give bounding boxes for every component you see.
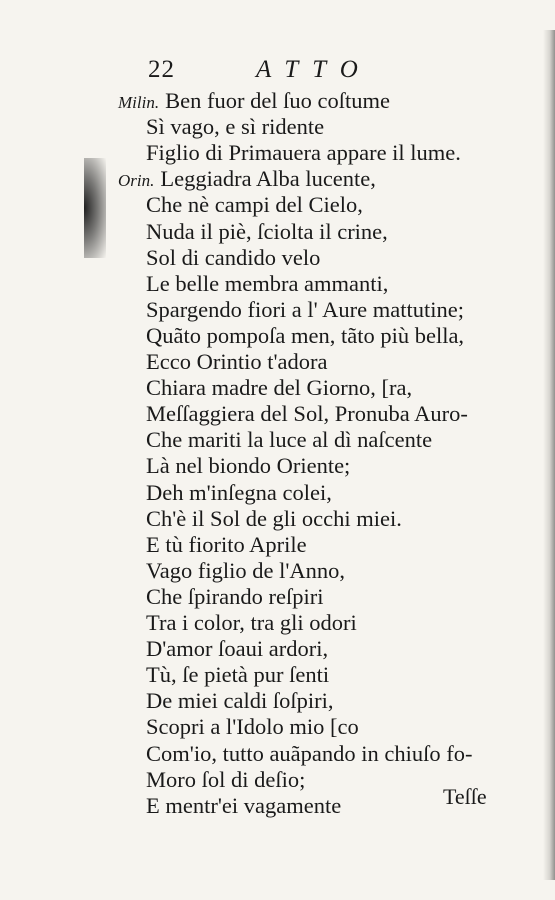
verse-line [146, 714, 359, 740]
speaker-label: Orin. [118, 171, 155, 191]
verse-line [118, 88, 390, 116]
verse-text-line: Leggiadra Alba lucente, [160, 166, 376, 192]
verse-line [146, 271, 388, 297]
verse-text-line: Sol di candido velo [146, 244, 321, 270]
verse-line [146, 558, 345, 584]
verse-text-line: Che nè campi del Cielo, [146, 192, 363, 218]
verse-line [146, 114, 324, 140]
verse-line [146, 140, 461, 166]
verse-line [146, 480, 332, 506]
verse-text-line: Ben fuor del ſuo coſtume [165, 88, 391, 113]
verse-text-line: E mentr'ei vagamente [146, 792, 342, 818]
verse-text-line: De miei caldi ſoſpiri, [146, 688, 334, 714]
verse-line [146, 610, 357, 636]
verse-line [146, 584, 323, 610]
verse-text-line: E tù fiorito Aprile [146, 531, 307, 557]
verse-text-line: Che mariti la luce al dì naſcente [146, 427, 433, 453]
verse-line [146, 741, 473, 767]
verse-text-line: Chiara madre del Giorno, [ra, [146, 375, 413, 401]
catchword: Teſſe [443, 784, 487, 809]
verse-line [146, 219, 388, 245]
verse-line [146, 375, 412, 401]
verse-text-line: Che ſpirando reſpiri [146, 583, 324, 609]
verse-line [146, 297, 464, 323]
page-header [148, 56, 448, 90]
verse-line [146, 192, 363, 218]
verse-text-line: Tra i color, tra gli odori [146, 610, 357, 635]
verse-text-line: Sì vago, e sì ridente [146, 114, 325, 140]
verse-text-line: Vago figlio de l'Anno, [146, 557, 346, 583]
verse-text-line: Tù, ſe pietà pur ſenti [146, 662, 330, 688]
verse-line [146, 636, 328, 662]
verse-text-line: Ch'è il Sol de gli occhi miei. [146, 505, 402, 531]
verse-text-line: Spargendo fiori a l' Aure mattutine; [146, 296, 464, 322]
verse-line [146, 349, 327, 375]
verse-text-line: Le belle membra ammanti, [146, 270, 389, 296]
speaker-label: Milin. [118, 93, 160, 112]
verse-text-line: Là nel biondo Oriente; [146, 453, 351, 479]
page-number: 22 [148, 56, 175, 83]
verse-line [146, 688, 333, 714]
verse-line [146, 427, 432, 453]
verse-text-line: Nuda il piè, ſciolta il crine, [146, 218, 388, 244]
page-edge [543, 30, 555, 880]
gutter-shadow [84, 158, 106, 258]
verse-line [146, 453, 350, 479]
verse-line [146, 401, 468, 427]
verse-line [146, 245, 320, 271]
verse-text-line: Com'io, tutto auãpando in chiuſo fo- [146, 740, 473, 766]
verse-text-line: D'amor ſoaui ardori, [146, 636, 329, 662]
verse-line [118, 166, 376, 194]
verse-line [146, 506, 402, 532]
verse-text-line: Meſſaggiera del Sol, Pronuba Auro- [146, 401, 468, 427]
verse-line [146, 323, 464, 349]
verse-text-line: Scopri a l'Idolo mio [co [146, 714, 359, 740]
verse-text-line: Quãto pompoſa men, tãto più bella, [146, 322, 465, 348]
verse-text-line: Moro ſol di deſio; [146, 766, 306, 792]
verse-text-line: Ecco Orintio t'adora [146, 349, 328, 374]
verse-line [146, 532, 307, 558]
verse-line [146, 662, 329, 688]
running-head: ATTO [256, 56, 372, 83]
verse-line [146, 793, 341, 819]
verse-line [146, 767, 305, 793]
verse-text-line: Figlio di Primauera appare il lume. [146, 140, 461, 166]
verse-text-line: Deh m'inſegna colei, [146, 479, 332, 505]
